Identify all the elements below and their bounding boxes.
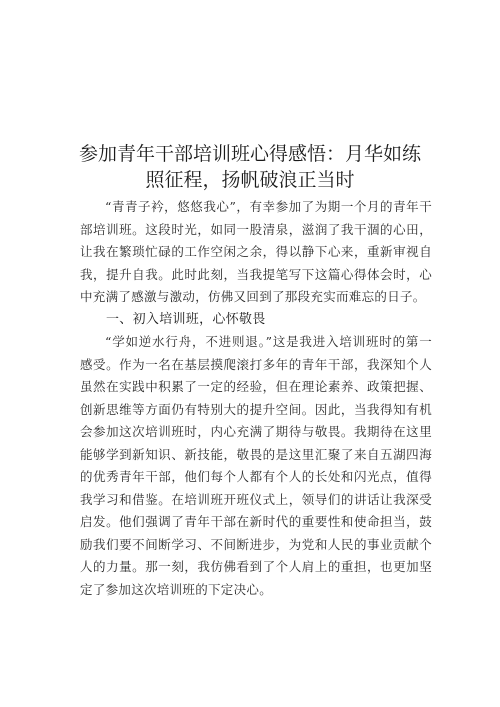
section-paragraph: “学如逆水行舟，不进则退。”这是我进入培训班时的第一感受。作为一名在基层摸爬滚打多年的青年干部，我深知个人虽然在实践中积累了一定的经验，但在理论素养、政策把握、创新思维等方面仍有特别大的提升空间。因此，当我得知有机会参加这次培训班时，内心充满了期待与敬畏。我期待在这里能够学到新知识、新技能，敬畏的是这里汇聚了来自五湖四海的优秀青年干部，他们每个人都有个人的长处和闪光点，值得我学习和借鉴。在培训班开班仪式上，领导们的讲话让我深受启发。他们强调了青年干部在新时代的重要性和使命担当，鼓励我们要不间断学习、不间断进步，为党和人民的事业贡献个人的力量。那一刻，我仿佛看到了个人肩上的重担，也更加坚定了参加这次培训班的下定决心。 <box>80 334 432 597</box>
document-title: 参加青年干部培训班心得感悟：月华如练照征程，扬帆破浪正当时 <box>78 143 421 191</box>
section-heading: 一、初入培训班，心怀敬畏 <box>106 311 266 327</box>
intro-paragraph: “青青子衿，悠悠我心”，有幸参加了为期一个月的青年干部培训班。这段时光，如同一股清泉，滋润了我干涸的心田，让我在繁琐忙碌的工作空闲之余，得以静下心来，重新审视自我，提升自我。此时此刻，当我提笔写下这篇心得体会时，心中充满了感激与激动，仿佛又回到了那段充实而难忘的日子。 <box>80 199 432 304</box>
document-body <box>80 196 432 601</box>
